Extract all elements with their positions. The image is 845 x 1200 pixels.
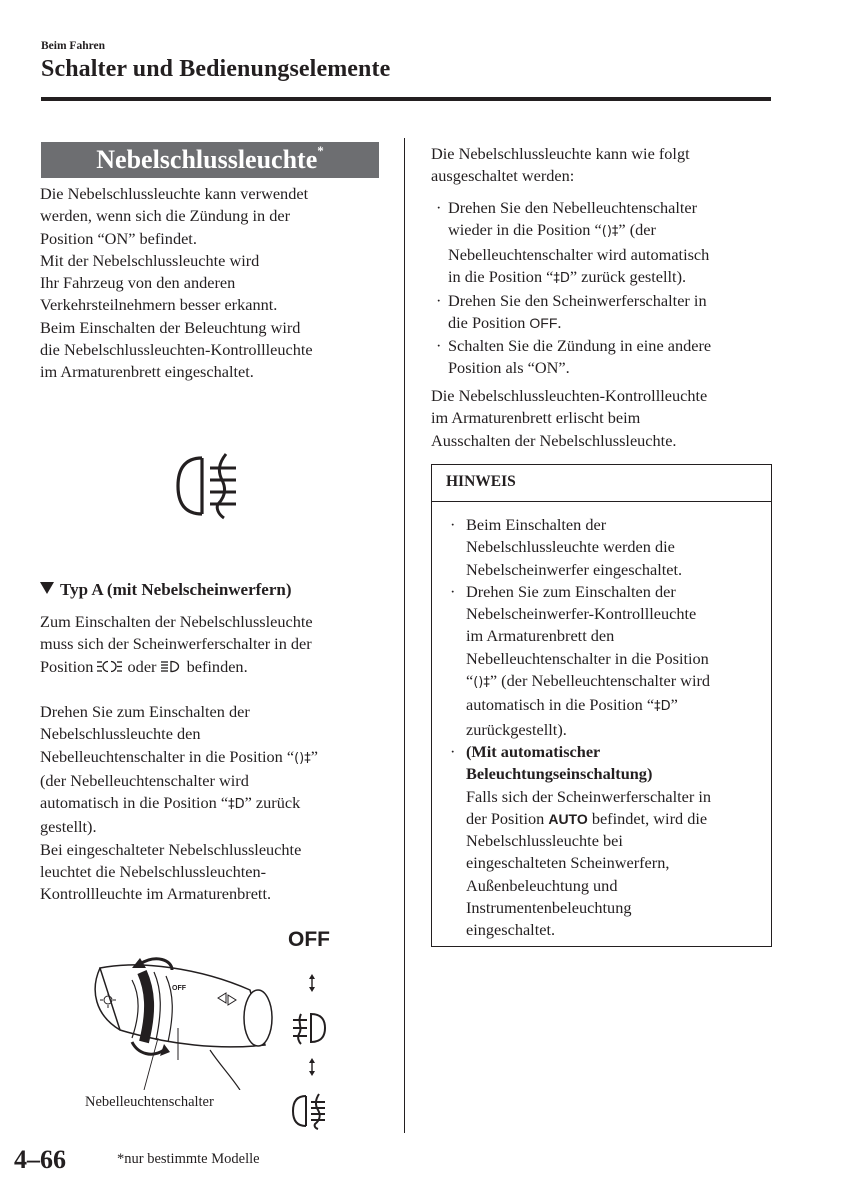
text-line: im Armaturenbrett den [466, 626, 615, 646]
text-line: (Mit automatischer [466, 741, 601, 761]
note-box [431, 464, 772, 947]
text-line: Nebelschlussleuchte werden die [466, 537, 675, 557]
text-line: Nebelleuchtenschalter in die Position [466, 648, 709, 668]
text-line: Verkehrsteilnehmern besser erkannt. [40, 295, 278, 315]
title-rule [41, 97, 771, 101]
text-line: Position als “ON”. [448, 358, 570, 378]
text-line: Ausschalten der Nebelschlussleuchte. [431, 430, 677, 450]
note-list [448, 514, 768, 942]
front-fog-lamp-icon [291, 1010, 327, 1046]
text-line [466, 694, 768, 718]
parking-light-icon [97, 660, 123, 673]
text-line: ausgeschaltet werden: [431, 166, 575, 186]
text-line: Ihr Fahrzeug von den anderen [40, 273, 236, 293]
text-line [466, 808, 768, 830]
text-line: Beim Einschalten der Beleuchtung wird [40, 317, 301, 337]
page-number: 4–66 [14, 1145, 66, 1174]
bullet-dot: · [436, 198, 442, 217]
triangle-bullet-icon [40, 582, 54, 594]
list-item [431, 290, 776, 335]
text-line: Die Nebelschlussleuchte kann wie folgt [431, 144, 690, 163]
paragraph-position [40, 611, 380, 678]
section-label: Beim Fahren [41, 40, 105, 52]
section-heading-text: Nebelschlussleuchte [96, 145, 318, 174]
text-span: ” [310, 746, 318, 766]
text-line: Drehen Sie den Scheinwerferschalter in [448, 291, 707, 311]
text-span: automatisch in die Position “ [40, 793, 229, 813]
off-methods-list [431, 197, 776, 379]
text-line: zurückgestellt). [466, 719, 567, 739]
rear-fog-lamp-icon [291, 1092, 331, 1130]
front-fog-symbol-icon: ‡D [654, 699, 671, 715]
off-position-word: OFF [529, 315, 558, 332]
text-line: eingeschaltet. [466, 920, 556, 940]
footnote: *nur bestimmte Modelle [117, 1151, 260, 1167]
text-line: Nebelschlussleuchte den [40, 724, 201, 744]
text-line [448, 266, 776, 290]
off-label: OFF [288, 928, 330, 951]
updown-arrow-icon [307, 974, 317, 992]
footnote-mark: * [317, 143, 324, 159]
right-outro [431, 385, 776, 452]
lever-off-text: OFF [172, 985, 186, 992]
list-item [431, 335, 776, 380]
list-item [448, 581, 768, 741]
text-line: im Armaturenbrett erlischt beim [431, 408, 641, 428]
right-intro [431, 143, 776, 188]
bullet-dot: · [436, 335, 442, 355]
text-line: eingeschalteten Scheinwerfern, [466, 853, 670, 873]
text-span: ” (der [618, 220, 656, 240]
text-span: die Position [448, 313, 530, 333]
front-fog-symbol-icon: ‡D [553, 270, 570, 286]
text-line: Drehen Sie zum Einschalten der [40, 702, 250, 721]
fog-switch-lever-illustration [80, 950, 280, 1090]
text-span: ” [670, 695, 678, 715]
text-span: . [557, 313, 562, 333]
bullet-dot: · [436, 291, 442, 311]
text-line: Drehen Sie zum Einschalten der [466, 581, 676, 601]
text-line: Nebelscheinwerfer-Kontrollleuchte [466, 604, 697, 624]
text-span: “ [466, 671, 474, 691]
updown-arrow-icon [307, 1058, 317, 1076]
text-line: muss sich der Scheinwerferschalter in der [40, 634, 312, 654]
text-line: Schalten Sie die Zündung in eine andere [448, 335, 712, 355]
text-line [448, 219, 776, 243]
list-item [431, 197, 776, 290]
text-span: ” (der Nebelleuchtenschalter wird [489, 671, 711, 691]
note-header [432, 465, 771, 502]
column-divider [404, 138, 405, 1133]
rear-fog-symbol-icon: ()‡ [473, 675, 490, 691]
list-item [448, 741, 768, 942]
text-line: Zum Einschalten der Nebelschlussleuchte [40, 612, 313, 631]
text-line: werden, wenn sich die Zündung in der [40, 206, 291, 226]
text-span: wieder in die Position “ [448, 220, 602, 240]
text-line: Beim Einschalten der [466, 515, 607, 534]
text-span: automatisch in die Position “ [466, 695, 655, 715]
text-line [448, 312, 776, 334]
auto-position-word: AUTO [548, 810, 588, 827]
text-line: gestellt). [40, 817, 97, 837]
list-item [448, 514, 768, 581]
rear-fog-symbol-icon: ()‡ [294, 750, 311, 766]
rear-fog-lamp-icon [174, 450, 250, 522]
type-a-heading-text: Typ A (mit Nebelscheinwerfern) [60, 580, 292, 599]
text-line [40, 792, 380, 816]
text-line: Drehen Sie den Nebelleuchtenschalter [448, 198, 698, 217]
headlight-icon [161, 660, 183, 673]
text-line: Position “ON” befindet. [40, 228, 197, 248]
text-line: im Armaturenbrett eingeschaltet. [40, 362, 254, 382]
text-line: Die Nebelschlussleuchte kann verwendet [40, 184, 309, 203]
text-span: befinden. [182, 656, 248, 676]
figure-caption: Nebelleuchtenschalter [85, 1094, 214, 1110]
text-span: ” zurück [244, 793, 301, 813]
page-title: Schalter und Bedienungselemente [41, 56, 391, 82]
rear-fog-symbol-icon: ()‡ [601, 224, 619, 240]
paragraph-rear-fog-on [40, 701, 380, 906]
text-line [466, 670, 768, 694]
text-line: Nebelleuchtenschalter wird automatisch [448, 244, 710, 264]
text-line: Nebelscheinwerfer eingeschaltet. [466, 559, 683, 579]
text-line: Bei eingeschalteter Nebelschlussleuchte [40, 839, 302, 859]
text-span: Nebelleuchtenschalter in die Position “ [40, 746, 295, 766]
text-line: (der Nebelleuchtenschalter wird [40, 770, 249, 790]
section-heading [41, 142, 379, 178]
text-span: der Position [466, 808, 549, 828]
text-line: Kontrollleuchte im Armaturenbrett. [40, 884, 272, 904]
text-span: oder [123, 656, 161, 676]
text-line: Falls sich der Scheinwerferschalter in [466, 786, 712, 806]
text-line [40, 656, 380, 678]
bullet-dot: · [450, 741, 456, 761]
text-line: Die Nebelschlussleuchten-Kontrollleuchte [431, 386, 708, 405]
note-label: HINWEIS [446, 473, 516, 490]
text-span: ” zurück gestellt). [569, 266, 687, 286]
text-line: Beleuchtungseinschaltung) [466, 764, 653, 784]
type-a-heading [40, 580, 292, 600]
text-span: Position [40, 656, 98, 676]
text-line: die Nebelschlussleuchten-Kontrollleuchte [40, 340, 313, 360]
intro-paragraph [40, 183, 380, 384]
text-line: Mit der Nebelschlussleuchte wird [40, 250, 260, 270]
bullet-dot: · [450, 581, 456, 601]
text-line: Instrumentenbeleuchtung [466, 898, 632, 918]
text-line [40, 746, 380, 770]
text-span: befindet, wird die [587, 808, 708, 828]
text-line: Nebelschlussleuchte bei [466, 831, 623, 851]
front-fog-symbol-icon: ‡D [228, 797, 245, 813]
text-span: in die Position “ [448, 266, 554, 286]
text-line: Außenbeleuchtung und [466, 875, 618, 895]
bullet-dot: · [450, 515, 456, 534]
text-line: leuchtet die Nebelschlussleuchten- [40, 862, 267, 882]
